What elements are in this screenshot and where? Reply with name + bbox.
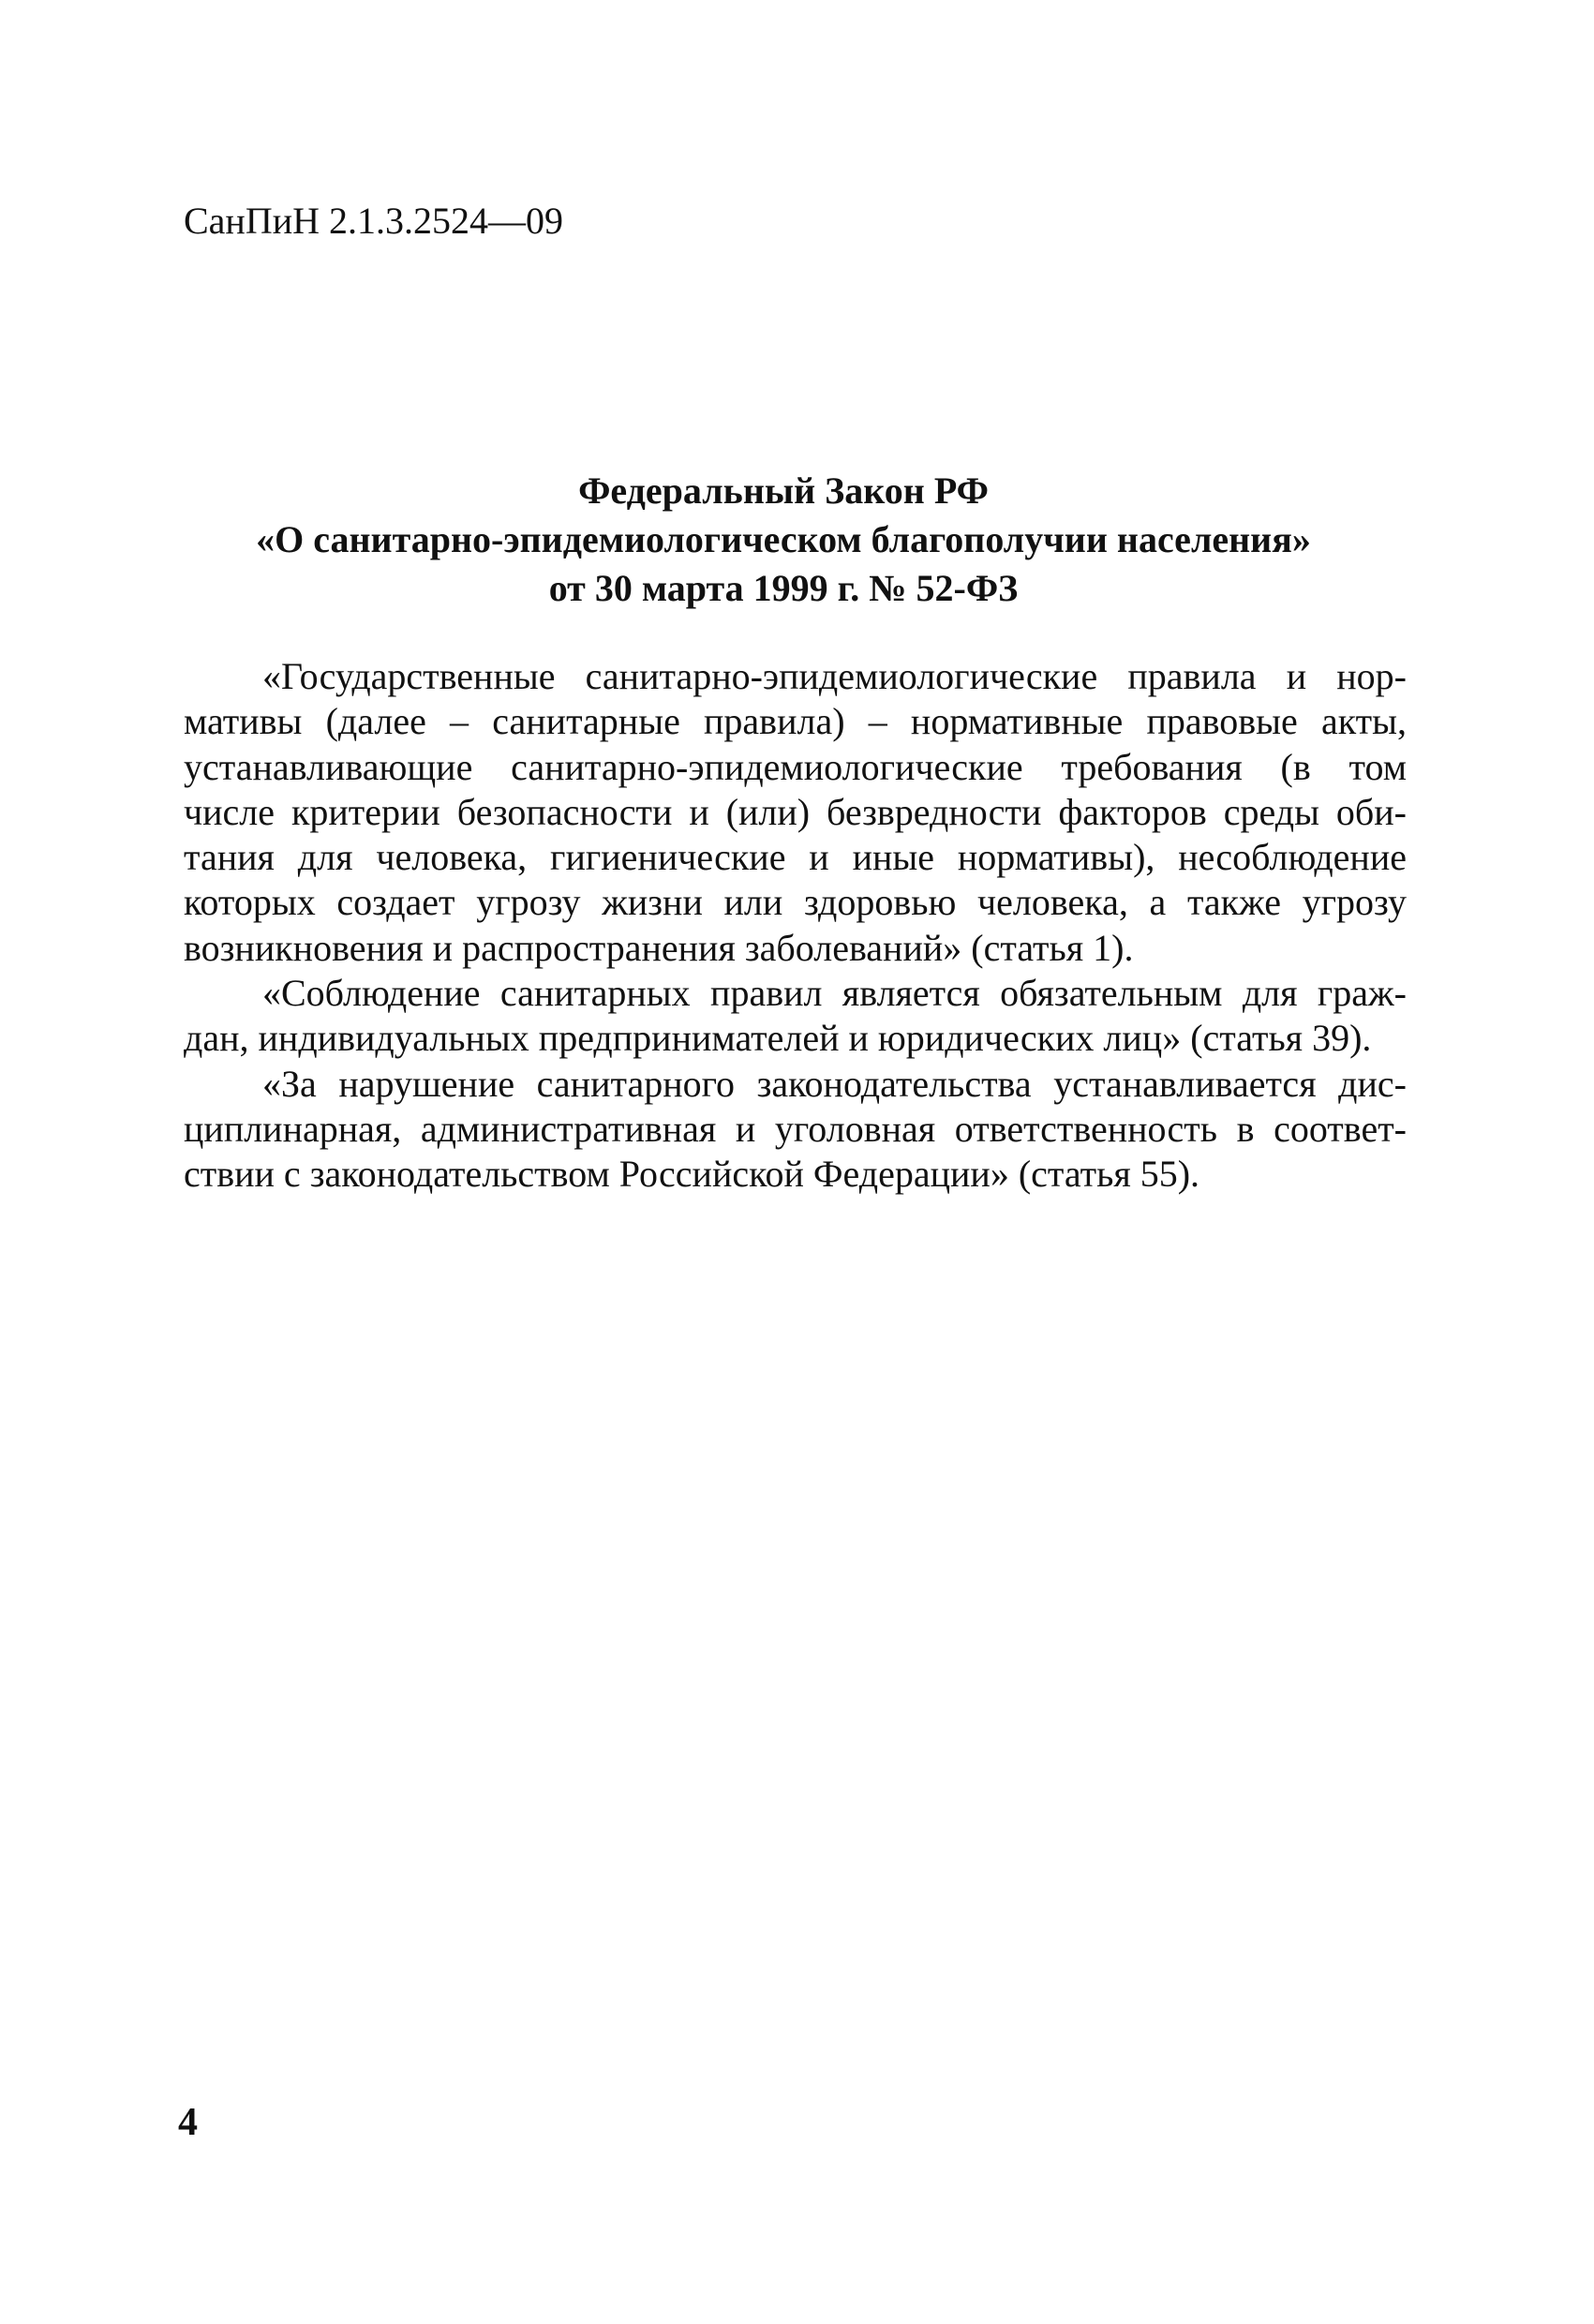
document-code: СанПиН 2.1.3.2524—09 bbox=[184, 200, 564, 242]
text-line: которых создает угрозу жизни или здоровью человека, а также угрозу bbox=[184, 881, 1407, 924]
text-line: числе критерии безопасности и (или) безвредности факторов среды оби- bbox=[184, 790, 1407, 833]
text-line: «Соблюдение санитарных правил является обязательным для граж- bbox=[262, 972, 1407, 1015]
text-line: циплинарная, административная и уголовная ответственность в соответ- bbox=[184, 1107, 1407, 1150]
law-name: «О санитарно-эпидемиологическом благополучии населения» bbox=[256, 518, 1311, 560]
paragraph-article-39 bbox=[184, 971, 1407, 1062]
text-line: возникновения и распространения заболеваний» (статья 1). bbox=[184, 926, 1134, 969]
text-line: дан, индивидуальных предпринимателей и юридических лиц» (статья 39). bbox=[184, 1017, 1372, 1060]
text-line: мативы (далее – санитарные правила) – нормативные правовые акты, bbox=[184, 700, 1407, 743]
paragraph-article-1 bbox=[184, 654, 1407, 971]
quoted-articles bbox=[184, 654, 1407, 1198]
text-line: ствии с законодательством Российской Федерации» (статья 55). bbox=[184, 1153, 1200, 1196]
page-number: 4 bbox=[178, 2101, 198, 2144]
law-title: Федеральный Закон РФ bbox=[578, 469, 989, 512]
text-line: «Государственные санитарно-эпидемиологические правила и нор- bbox=[262, 655, 1407, 697]
text-line: устанавливающие санитарно-эпидемиологические требования (в том bbox=[184, 745, 1407, 788]
text-line: тания для человека, гигиенические и иные нормативы), несоблюдение bbox=[184, 836, 1407, 879]
law-date-number: от 30 марта 1999 г. № 52-ФЗ bbox=[548, 567, 1019, 609]
paragraph-article-55 bbox=[184, 1062, 1407, 1198]
text-line: «За нарушение санитарного законодательства устанавливается дис- bbox=[262, 1062, 1407, 1105]
law-heading bbox=[184, 467, 1383, 613]
